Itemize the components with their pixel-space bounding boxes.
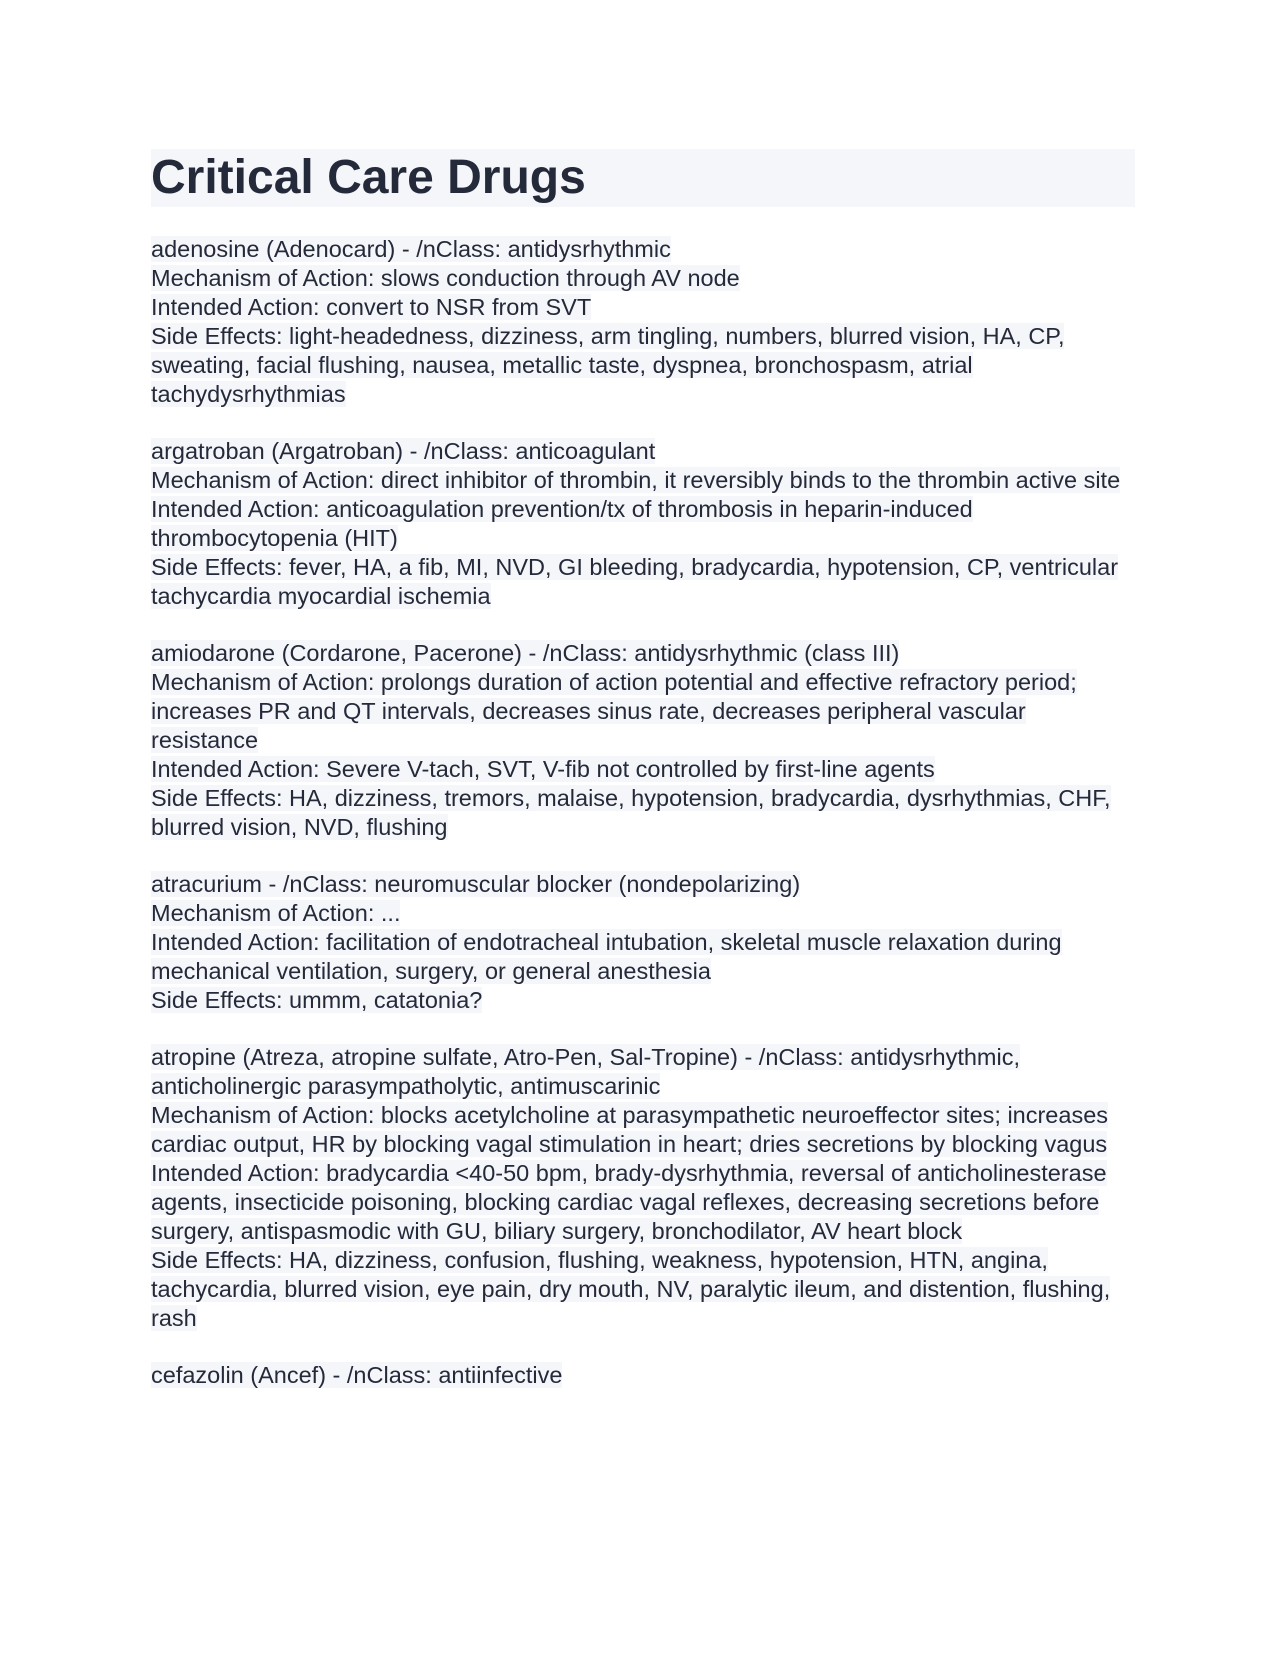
drug-heading: argatroban (Argatroban) - /nClass: anticoagulant (151, 438, 656, 464)
drug-mechanism: Mechanism of Action: blocks acetylcholine at parasympathetic neuroeffector sites; increases cardiac output, HR by blocking vagal stimulation in heart; dries secretions by blocking vagus (151, 1102, 1109, 1157)
drug-side-effects: Side Effects: ummm, catatonia? (151, 987, 483, 1013)
drug-intended-action: Intended Action: anticoagulation prevention/tx of thrombosis in heparin-induced thrombocytopenia (HIT) (151, 496, 973, 551)
drug-heading: cefazolin (Ancef) - /nClass: antiinfective (151, 1362, 563, 1388)
drug-entry-adenosine (151, 235, 1135, 409)
drug-side-effects: Side Effects: light-headedness, dizziness, arm tingling, numbers, blurred vision, HA, CP, sweating, facial flushing, nausea, metallic taste, dyspnea, bronchospasm, atrial tachydysrhythmias (151, 323, 1065, 407)
drug-side-effects: Side Effects: fever, HA, a fib, MI, NVD, GI bleeding, bradycardia, hypotension, CP, ventricular tachycardia myocardial ischemia (151, 554, 1119, 609)
document-page (151, 149, 1135, 1418)
drug-heading: amiodarone (Cordarone, Pacerone) - /nClass: antidysrhythmic (class III) (151, 640, 900, 666)
drug-side-effects: Side Effects: HA, dizziness, tremors, malaise, hypotension, bradycardia, dysrhythmias, CHF, blurred vision, NVD, flushing (151, 785, 1111, 840)
drug-entry-atracurium (151, 870, 1135, 1015)
drug-intended-action: Intended Action: facilitation of endotracheal intubation, skeletal muscle relaxation during mechanical ventilation, surgery, or general anesthesia (151, 929, 1062, 984)
drug-mechanism: Mechanism of Action: ... (151, 900, 401, 926)
drug-entry-atropine (151, 1043, 1135, 1333)
drug-entry-argatroban (151, 437, 1135, 611)
drug-heading: atropine (Atreza, atropine sulfate, Atro-Pen, Sal-Tropine) - /nClass: antidysrhythmic, anticholinergic parasympatholytic, antimuscarinic (151, 1044, 1021, 1099)
drug-side-effects: Side Effects: HA, dizziness, confusion, flushing, weakness, hypotension, HTN, angina, tachycardia, blurred vision, eye pain, dry mouth, NV, paralytic ileum, and distention, flushing, rash (151, 1247, 1111, 1331)
drug-entries (151, 235, 1135, 1390)
drug-intended-action: Intended Action: bradycardia <40-50 bpm, brady-dysrhythmia, reversal of anticholinesterase agents, insecticide poisoning, blocking cardiac vagal reflexes, decreasing secretions before surgery, antispasmodic with GU, biliary surgery, bronchodilator, AV heart block (151, 1160, 1107, 1244)
document-title: Critical Care Drugs (151, 149, 1135, 207)
drug-intended-action: Intended Action: convert to NSR from SVT (151, 294, 592, 320)
drug-mechanism: Mechanism of Action: direct inhibitor of thrombin, it reversibly binds to the thrombin active site (151, 467, 1121, 493)
drug-mechanism: Mechanism of Action: slows conduction through AV node (151, 265, 740, 291)
drug-entry-cefazolin (151, 1361, 1135, 1390)
drug-heading: atracurium - /nClass: neuromuscular blocker (nondepolarizing) (151, 871, 801, 897)
drug-mechanism: Mechanism of Action: prolongs duration of action potential and effective refractory period; increases PR and QT intervals, decreases sinus rate, decreases peripheral vascular resistance (151, 669, 1077, 753)
drug-heading: adenosine (Adenocard) - /nClass: antidysrhythmic (151, 236, 671, 262)
drug-intended-action: Intended Action: Severe V-tach, SVT, V-fib not controlled by first-line agents (151, 756, 935, 782)
drug-entry-amiodarone (151, 639, 1135, 842)
